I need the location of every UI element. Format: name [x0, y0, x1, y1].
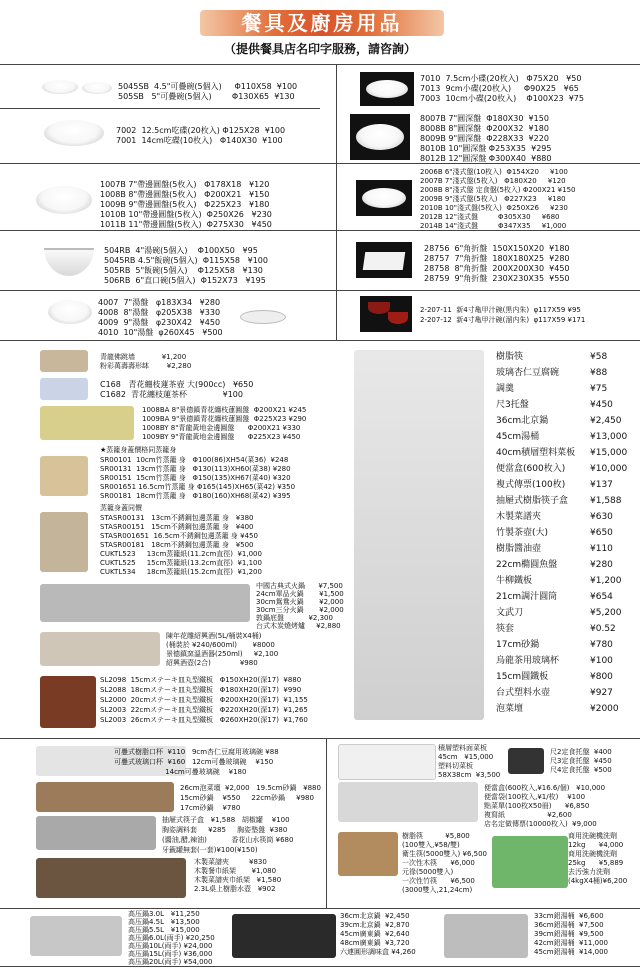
right-item-price: ¥0.52 [590, 624, 616, 634]
divider [0, 738, 640, 739]
product-line: 15cm砂鍋 ¥550 22cm砂鍋 ¥980 [180, 794, 314, 802]
product-line: 504RB 4"湯碗(5個入) Φ100X50 ¥95 [104, 246, 258, 255]
right-item-price: ¥13,000 [590, 432, 628, 442]
product-line: 1008BA 8"景德鎮青花纏枝蓮圓盤 Φ200X21 ¥245 [142, 406, 307, 414]
product-line: 30cm鴛鴦火鍋 ¥2,000 [256, 598, 344, 606]
product-line: 2010B 10"淺式盤(5枚入) Φ250X26 ¥230 [420, 204, 568, 212]
right-item-name: 複式傳票(100枚) [496, 480, 566, 490]
product-line: 45cm廣東鍋 ¥2,640 [340, 930, 410, 938]
product-line: SR00181 18cm竹蒸籠 身 Φ180(160)XH68(菜42) ¥395 [100, 492, 291, 500]
product-line: 一次性木筷 ¥6,000 [402, 859, 475, 867]
detergent-photo [492, 836, 568, 888]
product-line: 42cm鋁湯桶 ¥11,000 [534, 939, 608, 947]
cutting-board-photo [338, 744, 436, 780]
bowl-image [44, 248, 94, 276]
product-line: SL2003 22cmステーキ皿丸型鐵板 Φ220XH20(深17) ¥1,265 [100, 706, 308, 714]
product-line: 1007B 7"帶邊圓盤(5枚入) Φ178X18 ¥120 [100, 180, 270, 189]
product-line: 高压鍋4.5L ¥13,500 [128, 918, 200, 926]
soup-spoon-image [240, 310, 286, 324]
right-item-price: ¥2,450 [590, 416, 622, 426]
product-line: 一次性竹筷 ¥6,500 [402, 877, 475, 885]
product-line: STASR00131 13cm不銹鋼包邊蒸籠 身 ¥380 [100, 514, 254, 522]
product-line: 7010 7.5cm小碟(20枚入) Φ75X20 ¥50 [420, 74, 582, 83]
product-line: STASR00181 18cm不銹鋼包邊蒸籠 身 ¥500 [100, 541, 254, 549]
product-line: 1008B 8"帶邊圓盤(5枚入) Φ200X21 ¥150 [100, 190, 270, 199]
product-line: 28756 6"角折盤 150X150X20 ¥180 [424, 244, 570, 253]
steel-steamer-photo [40, 512, 88, 572]
right-item-price: ¥15,000 [590, 448, 628, 458]
product-line: (4kgX4桶)¥6,200 [568, 877, 628, 885]
product-line: 8007B 7"圓深盤 Φ180X30 ¥150 [420, 114, 549, 123]
right-item-name: 烏龍茶用玻璃杯 [496, 656, 560, 666]
page-subtitle: （提供餐具店名印字服務，請咨詢） [223, 42, 416, 56]
right-item-name: 22cm橢圓魚盤 [496, 560, 558, 570]
product-line: STASR001651 16.5cm不銹鋼包邊蒸籠 身 ¥450 [100, 532, 258, 540]
product-line: 48cm廣東鍋 ¥3,720 [340, 939, 410, 947]
chopsticks-photo [338, 832, 398, 876]
product-line: 商用洗碗機洗劑 [568, 832, 617, 840]
page-title: 餐具及廚房用品 [241, 11, 403, 35]
product-line: 敦鍋底盤 ¥2,300 [256, 614, 333, 622]
product-line: SL2098 15cmステーキ皿丸型鐵板 Φ150XH20(深17) ¥880 [100, 676, 302, 684]
product-line: 2008B 8"淺式盤 定食盤(5枚入) Φ200X21 ¥150 [420, 186, 576, 194]
stock-pot-photo [444, 914, 528, 958]
right-item-price: ¥800 [590, 672, 613, 682]
divider [0, 966, 640, 967]
product-line: SR00101 10cm竹蒸籠 身 Φ100(86)XH54(菜36) ¥248 [100, 456, 289, 464]
red-bowl-image [388, 312, 408, 324]
product-line: 衛生筷(5000雙入) ¥6,500 [402, 850, 487, 858]
product-line: 景德鎮窯溫酒器(250ml) ¥2,100 [166, 650, 279, 658]
right-item-name: 15cm圓鐵板 [496, 672, 549, 682]
product-line: 1010B 10"帶邊圓盤(5枚入) Φ250X26 ¥230 [100, 210, 272, 219]
product-line: 商用洗碗機洗劑 [568, 850, 617, 858]
product-line: 36cm鋁湯桶 ¥7,500 [534, 921, 604, 929]
product-line: (100雙入,¥58/雙) [402, 841, 460, 849]
product-line: 木製餐巾紙架 ¥1,080 [194, 867, 277, 875]
product-line: 14cm可疊玻璃碗 ¥180 [114, 768, 247, 776]
product-line: 紹興酒壺(2合) ¥980 [166, 659, 258, 667]
right-item-name: 調羹 [496, 384, 515, 394]
product-line: 胸姿調料套 ¥285 胸姿墊盤 ¥380 [162, 826, 288, 834]
product-line: 青龍佛跳墙 ¥1,200 [100, 353, 187, 361]
product-line: SL2003 26cmステーキ皿丸型鐵板 Φ260XH20(深17) ¥1,760 [100, 716, 308, 724]
product-line: SR00151 15cm竹蒸籠 身 Φ150(135)XH67(菜40) ¥320 [100, 474, 291, 482]
right-item-name: 筷套 [496, 624, 515, 634]
product-line: 45cm ¥15,000 [438, 753, 494, 761]
right-item-name: 竹製茶壺(大) [496, 528, 549, 538]
product-line: 2-207-12 新4寸亀甲汁碗(溜内朱) φ117X59 ¥171 [420, 316, 586, 324]
product-line: 高压鍋15L(両手) ¥36,000 [128, 950, 213, 958]
right-item-name: 牛柳鐵板 [496, 576, 533, 586]
divider [0, 64, 640, 65]
right-item-price: ¥1,588 [590, 496, 622, 506]
product-line: 去汚強力洗劑 [568, 868, 610, 876]
divider [0, 108, 320, 109]
product-line: 高压鍋20L(両手) ¥54,000 [128, 958, 213, 966]
red-bowl-image [368, 302, 390, 314]
product-line: 木製菜譜夾巾紙架 ¥1,580 [194, 876, 282, 884]
square-plate-image [363, 252, 406, 270]
product-line: (桶裝於 ¥240/600ml) ¥8000 [166, 641, 275, 649]
product-line: 2014B 14"淺式盤 Φ347X35 ¥1,000 [420, 222, 567, 230]
product-line: 1011B 11"帶邊圓盤(5枚入) Φ275X30 ¥450 [100, 220, 272, 229]
product-line: (3000雙入,21,24cm) [402, 886, 473, 894]
pressure-cooker-photo [30, 916, 122, 956]
soup-plate-image [48, 300, 92, 324]
right-item-name: 36cm北京鍋 [496, 416, 549, 426]
product-line: 高压鍋5.5L ¥15,000 [128, 926, 200, 934]
note-text: 蒸籠身蓋同價 [100, 504, 142, 512]
right-item-price: ¥1,200 [590, 576, 622, 586]
product-line: 505SB 5"可疊碗(5個入) Φ130X65 ¥130 [118, 92, 295, 101]
product-line: SR00131 13cm竹蒸籠 身 Φ130(113)XH60(菜38) ¥280 [100, 465, 291, 473]
product-line: 36cm北京鍋 ¥2,450 [340, 912, 410, 920]
product-line: 抽屜式筷子盒 ¥1,588 胡椒罐 ¥100 [162, 816, 290, 824]
product-line: 尺2定食托盤 ¥400 [550, 748, 612, 756]
product-line: 2012B 12"淺式盤 Φ305X30 ¥680 [420, 213, 560, 221]
product-line: 尺3定食托盤 ¥450 [550, 757, 612, 765]
right-item-price: ¥88 [590, 368, 608, 378]
right-item-name: 便當盒(600枚入) [496, 464, 566, 474]
column-divider [326, 738, 327, 908]
teapot-photo [40, 378, 88, 400]
product-line: 28758 8"角折盤 200X200X30 ¥450 [424, 264, 570, 273]
right-item-price: ¥10,000 [590, 464, 628, 474]
page-header [0, 0, 640, 64]
product-line: 30cm三分火鍋 ¥2,000 [256, 606, 344, 614]
right-item-name: 樹脂筷 [496, 352, 524, 362]
right-item-price: ¥780 [590, 640, 613, 650]
right-item-price: ¥630 [590, 512, 613, 522]
product-line: 45cm鋁湯桶 ¥14,000 [534, 948, 608, 956]
right-item-price: ¥927 [590, 688, 613, 698]
product-line: 1009BA 9"景德鎮青花纏枝蓮圓盤 Φ225X23 ¥290 [142, 415, 307, 423]
product-line: 5045SB 4.5"可疊碗(5個入) Φ110X58 ¥100 [118, 82, 298, 91]
product-line: 點菜單(100枚X50冊) ¥6,850 [484, 802, 590, 810]
product-line: 高压鍋6.0L(両手) ¥20,250 [128, 934, 215, 942]
right-item-name: 玻璃杏仁豆腐碗 [496, 368, 560, 378]
product-line: 39cm北京鍋 ¥2,870 [340, 921, 410, 929]
product-line: CUKTL523 13cm蒸籠紙(11.2cm直徑) ¥1,000 [100, 550, 262, 558]
product-line: 12kg ¥4,000 [568, 841, 624, 849]
right-item-price: ¥5,200 [590, 608, 622, 618]
divider [0, 290, 640, 291]
steak-plate-photo [40, 676, 96, 728]
right-item-price: ¥654 [590, 592, 613, 602]
right-item-name: 木製菜譜夾 [496, 512, 542, 522]
stack-bowl-image [82, 82, 112, 94]
product-line: 六連圓形調味盒 ¥4,260 [340, 948, 416, 956]
product-line: 17cm砂鍋 ¥780 [180, 804, 241, 812]
product-line: SL2088 18cmステーキ皿丸型鐵板 Φ180XH20(深17) ¥990 [100, 686, 302, 694]
jar-photo [40, 350, 88, 372]
right-item-name: 台式塑料水壺 [496, 688, 551, 698]
product-line: 1009B 9"帶邊圓盤(5枚入) Φ225X23 ¥180 [100, 200, 270, 209]
product-line: 塑料切菜板 [438, 762, 473, 770]
product-line: 28759 9"角折盤 230X230X35 ¥550 [424, 274, 570, 283]
right-item-name: 樹脂醬油壺 [496, 544, 542, 554]
divider [0, 340, 640, 341]
product-line: 8008B 8"圓深盤 Φ200X32 ¥180 [420, 124, 549, 133]
product-line: 可疊式玻璃口杯 ¥160 12cm可疊玻璃碗 ¥150 [114, 758, 274, 766]
product-line: 高压鍋3.0L ¥11,250 [128, 910, 200, 918]
wine-photo [40, 632, 160, 666]
shallow-plate-image [362, 188, 406, 208]
right-item-name: 文武刀 [496, 608, 524, 618]
product-line: CUKTL525 15cm蒸籠紙(13.2cm直徑) ¥1,100 [100, 559, 262, 567]
product-line: 牙籤罐無套(一套)¥100(¥150) [162, 846, 258, 854]
product-line: STASR00151 15cm不銹鋼包邊蒸籠 身 ¥400 [100, 523, 254, 531]
tray-photo [508, 748, 544, 774]
divider [0, 908, 640, 909]
product-line: 505RB 5"飯碗(5個入) Φ125X58 ¥130 [104, 266, 263, 275]
product-line: 元祿(5000雙入) [402, 868, 454, 876]
column-divider [336, 64, 337, 340]
right-item-price: ¥137 [590, 480, 613, 490]
product-line: 店名定做傳票(10000枚入) ¥9,000 [484, 820, 597, 828]
product-line: 便當盒(600枚入,¥16.6/個) ¥10,000 [484, 784, 606, 792]
hotpot-photo [40, 584, 250, 622]
blue-white-plate-photo [40, 406, 134, 440]
bamboo-steamer-photo [40, 456, 88, 496]
product-line: 1009BY 9"青龍黃地金邊圓盤 Φ225X23 ¥450 [142, 433, 301, 441]
product-line: 積層塑料面菜板 [438, 744, 487, 752]
product-line: 複寫紙 ¥2,600 [484, 811, 572, 819]
product-line: 1008BY 8"青龍黃地金邊圓盤 Φ200X21 ¥330 [142, 424, 301, 432]
product-line: 4007 7"湯盤 φ183X34 ¥280 [98, 298, 221, 307]
right-item-name: 40cm積層塑料菜板 [496, 448, 576, 458]
product-line: 2-207-11 新4寸亀甲汁碗(黒内朱) φ117X59 ¥95 [420, 306, 581, 314]
product-line: 24cm單品火鍋 ¥1,500 [256, 590, 344, 598]
small-dish-image [366, 80, 408, 98]
right-item-name: 21cm調汁圓筒 [496, 592, 558, 602]
right-item-name: 泡菜壇 [496, 704, 524, 714]
product-line: 26cm泡菜壇 ¥2,000 19.5cm砂鍋 ¥880 [180, 784, 321, 792]
right-item-price: ¥450 [590, 400, 613, 410]
right-item-price: ¥280 [590, 560, 613, 570]
product-line: 4008 8"湯盤 φ205X38 ¥330 [98, 308, 221, 317]
product-line: 58X38cm ¥3,500 [438, 771, 501, 779]
title-banner [200, 10, 444, 36]
right-item-price: ¥100 [590, 656, 613, 666]
product-line: CUKTL534 18cm蒸籠紙(15.2cm直徑) ¥1,200 [100, 568, 262, 576]
product-line: SR001651 16.5cm竹蒸籠 身 Φ165(145)XH65(菜42) ¥350 [100, 483, 296, 491]
product-line: 8012B 12"圓深盤 Φ300X40 ¥880 [420, 154, 552, 163]
right-item-price: ¥2000 [590, 704, 619, 714]
product-line: 28757 7"角折盤 180X180X25 ¥280 [424, 254, 570, 263]
product-photo-column [354, 350, 484, 720]
right-item-price: ¥58 [590, 352, 608, 362]
product-line: 台式木炭燒烤爐 ¥2,880 [256, 622, 341, 630]
lunchbox-photo [338, 782, 478, 822]
chopstick-box-photo [36, 816, 156, 850]
right-item-name: 17cm砂鍋 [496, 640, 540, 650]
product-line: 高压鍋10L(両手) ¥24,000 [128, 942, 213, 950]
product-line: 8010B 10"圓深盤 Φ253X35 ¥295 [420, 144, 552, 153]
claypot-photo [36, 782, 174, 812]
product-line: 39cm鋁湯桶 ¥9,500 [534, 930, 604, 938]
product-line: 2006B 6"淺式盤(10枚入) Φ154X20 ¥100 [420, 168, 568, 176]
product-line: 7013 9cm小碟(20枚入) Φ90X25 ¥65 [420, 84, 579, 93]
product-line: 7002 12.5cm吃碟(20枚入) Φ125X28 ¥100 [116, 126, 286, 135]
menu-holder-photo [36, 858, 186, 898]
right-item-price: ¥650 [590, 528, 613, 538]
product-line: 粉彩萬壽壽形缽 ¥2,280 [100, 362, 192, 370]
right-item-name: 抽屜式樹脂筷子盒 [496, 496, 569, 506]
product-line: 4009 9"湯盤 φ230X42 ¥450 [98, 318, 221, 327]
product-line: 25kg ¥5,889 [568, 859, 624, 867]
product-line: (醬油,醋,辣油) 香花山水筷筒 ¥680 [162, 836, 294, 844]
rimmed-plate-image [36, 186, 92, 214]
product-line: 4010 10"湯盤 φ260X45 ¥500 [98, 328, 223, 337]
product-line: SL2000 20cmステーキ皿丸型鐵板 Φ200XH20(深17) ¥1,155 [100, 696, 308, 704]
product-line: C1682 青花纏枝蓮茶杯 ¥100 [100, 390, 243, 399]
product-line: 可疊式樹脂口杯 ¥110 9cm杏仁豆腐用玻璃碗 ¥88 [114, 748, 279, 756]
product-line: 2009B 9"淺式盤(5枚入) Φ227X23 ¥180 [420, 195, 566, 203]
product-line: C168 青花纏枝蓮茶壺 大(900cc) ¥650 [100, 380, 254, 389]
product-line: 7003 10cm小碟(20枚入) Φ100X23 ¥75 [420, 94, 584, 103]
right-item-name: 45cm湯桶 [496, 432, 540, 442]
product-line: 便當袋(100枚入,¥1/枚) ¥100 [484, 793, 586, 801]
right-item-name: 尺3托盤 [496, 400, 529, 410]
product-line: 506RB 6"直口碗(5個入) Φ152X73 ¥195 [104, 276, 266, 285]
wok-photo [232, 914, 336, 958]
deep-plate-image [356, 124, 404, 150]
product-line: 陳年花雕紹興酒(5L/桶裝X4桶) [166, 632, 262, 640]
product-line: 5045RB 4.5"飯碗(5個入) Φ115X58 ¥100 [104, 256, 268, 265]
stack-bowl-image [42, 80, 78, 94]
product-line: 8009B 9"圓深盤 Φ228X33 ¥220 [420, 134, 549, 143]
product-line: 33cm鋁湯桶 ¥6,600 [534, 912, 604, 920]
product-line: 樹脂筷 ¥5,800 [402, 832, 470, 840]
note-text: ★蒸籠身蓋價格同蒸籠身 [100, 446, 177, 454]
product-line: 2007B 7"淺式盤(5枚入) Φ180X20 ¥120 [420, 177, 566, 185]
product-line: 2.3L桌上樹脂水壺 ¥902 [194, 885, 276, 893]
plate-image [44, 120, 104, 146]
product-line: 木製菜譜夾 ¥830 [194, 858, 267, 866]
product-line: 尺4定食托盤 ¥500 [550, 766, 612, 774]
product-line: 7001 14cm吃碟(10枚入) Φ140X30 ¥100 [116, 136, 283, 145]
product-line: 中國古典式火鍋 ¥7,500 [256, 582, 343, 590]
right-item-price: ¥110 [590, 544, 613, 554]
right-item-price: ¥75 [590, 384, 608, 394]
